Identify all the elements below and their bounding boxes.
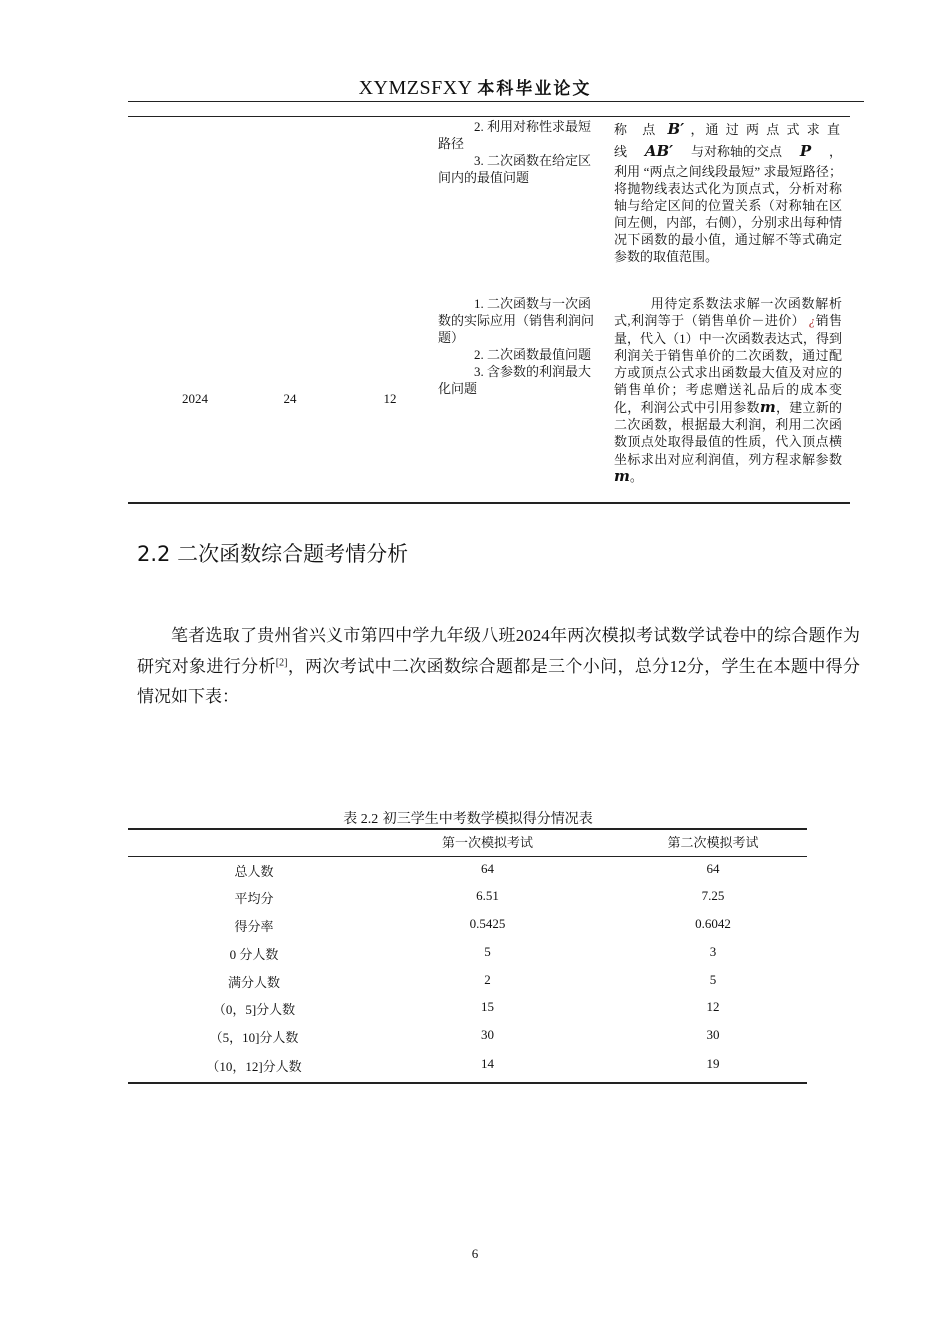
cell-first-exam: 6.51 <box>476 888 499 903</box>
symbol-ab-prime: AB′ <box>644 142 674 160</box>
topic-item: 3. 含参数的利润最大化问题 <box>438 364 592 396</box>
table-row <box>128 1027 807 1055</box>
row-label: （5，10]分人数 <box>209 1030 299 1045</box>
method-text: 。 <box>629 468 643 484</box>
score-cell: 12 <box>383 391 397 406</box>
citation: [2] <box>275 656 288 668</box>
body-paragraph <box>137 621 860 713</box>
method-text: 称 点 <box>614 122 662 137</box>
method-text: ，建立新的二次函数，根据最大利润，利用二次函数顶点处取得最值的性质，代入顶点横坐标求出对应利润值，列方程求解参数 <box>614 399 842 467</box>
table-row <box>128 861 807 889</box>
header-rule <box>128 101 864 102</box>
method-text: 用待定系数法求解一次函数解析式,利润等于（销售单价－进价） <box>614 296 842 329</box>
cell-first-exam: 64 <box>481 861 494 876</box>
row-label: （0，5]分人数 <box>212 1002 296 1017</box>
table1-2024-topics <box>438 295 600 397</box>
symbol-m: m <box>759 397 776 416</box>
symbol-p: P <box>799 142 812 160</box>
row-label: 满分人数 <box>227 975 280 990</box>
header-cell: 第二次模拟考试 <box>667 835 759 850</box>
row-label: （10，12]分人数 <box>206 1059 302 1074</box>
topic-item: 1. 二次函数与一次函数的实际应用（销售利润问题） <box>438 296 595 345</box>
cell-second-exam: 12 <box>706 999 720 1014</box>
table-row <box>128 916 807 944</box>
header-title: 本科毕业论文 <box>477 79 592 99</box>
table-row <box>128 1056 807 1084</box>
cell-first-exam: 30 <box>481 1027 494 1042</box>
cell-second-exam: 64 <box>706 861 720 876</box>
caption-text: 初三学生中考数学模拟得分情况表 <box>382 811 593 827</box>
topic-item: 3. 二次函数在给定区间内的最值问题 <box>438 153 592 185</box>
table1-cont-topics <box>438 118 600 186</box>
section-title: 2.2 二次函数综合题考情分析 <box>137 542 409 566</box>
paragraph-text: 笔者选取了贵州省兴义市第四中学九年级八班2024年两次模拟考试数学试卷中的综合题作为研究对象进行分析 <box>137 626 860 676</box>
table2-caption <box>128 808 808 828</box>
symbol-b-prime: B′ <box>667 120 685 138</box>
table1-top-rule <box>128 116 850 117</box>
year-cell: 2024 <box>182 391 208 406</box>
cell-second-exam: 0.6042 <box>695 916 731 931</box>
row-label: 平均分 <box>234 891 274 906</box>
table-row <box>128 999 807 1027</box>
table-row <box>128 888 807 916</box>
page-header <box>0 74 950 100</box>
math-glyph: ¿ <box>808 313 816 329</box>
cell-second-exam: 30 <box>706 1027 720 1042</box>
topic-item: 2. 利用对称性求最短路径 <box>438 119 592 151</box>
table1-2024-method <box>614 295 842 485</box>
cell-second-exam: 7.25 <box>701 888 725 903</box>
row-label: 0 分人数 <box>229 947 279 962</box>
table2-top-rule <box>128 828 807 830</box>
cell-first-exam: 15 <box>481 999 494 1014</box>
question-number-cell: 24 <box>283 391 297 406</box>
symbol-m: m <box>614 466 630 485</box>
cell-first-exam: 0.5425 <box>469 916 506 931</box>
method-text: ， <box>828 144 842 159</box>
table-row <box>128 972 807 1000</box>
header-cell: 第一次模拟考试 <box>441 835 533 850</box>
cell-first-exam: 14 <box>481 1056 494 1071</box>
method-text: 利用 “两点之间线段最短” 求最短路径；将抛物线表达式化为顶点式，分析对称轴与给定区间的位置关系（对称轴在区间左侧，内部，右侧），分别求出每种情况下函数的最小值，通过解不等式确定参数的取值范围。 <box>614 164 842 264</box>
cell-first-exam: 2 <box>484 972 491 987</box>
cell-first-exam: 5 <box>484 944 491 959</box>
table-row <box>128 944 807 972</box>
method-text: 销售量，代入（1）中一次函数表达式，得到利润关于销售单价的二次函数，通过配方或顶点公式求出函数最大值及对应的销售单价；考虑赠送礼品后的成本变化，利润公式中引用参数 <box>614 313 842 415</box>
row-label: 总人数 <box>234 864 274 879</box>
table1-cont-method <box>614 118 842 265</box>
table1-bottom-rule <box>128 502 850 504</box>
caption-number: 表 2.2 <box>343 812 379 827</box>
header-code: XYMZSFXY <box>358 77 472 99</box>
page-number: 6 <box>471 1246 479 1261</box>
cell-second-exam: 19 <box>706 1056 720 1071</box>
row-label: 得分率 <box>234 919 274 934</box>
paragraph-text: ，两次考试中二次函数综合题都是三个小问，总分12分，学生在本题中得分情况如下表： <box>137 656 860 706</box>
table2-header-rule <box>128 856 807 857</box>
method-text: 线 <box>614 144 628 159</box>
topic-item: 2. 二次函数最值问题 <box>474 347 592 362</box>
method-text: 与对称轴的交点 <box>690 144 782 159</box>
cell-second-exam: 5 <box>709 972 717 987</box>
cell-second-exam: 3 <box>709 944 717 959</box>
method-text: ，通 过 两 点 式 求 直 <box>690 122 842 137</box>
table2-bottom-rule <box>128 1082 807 1084</box>
